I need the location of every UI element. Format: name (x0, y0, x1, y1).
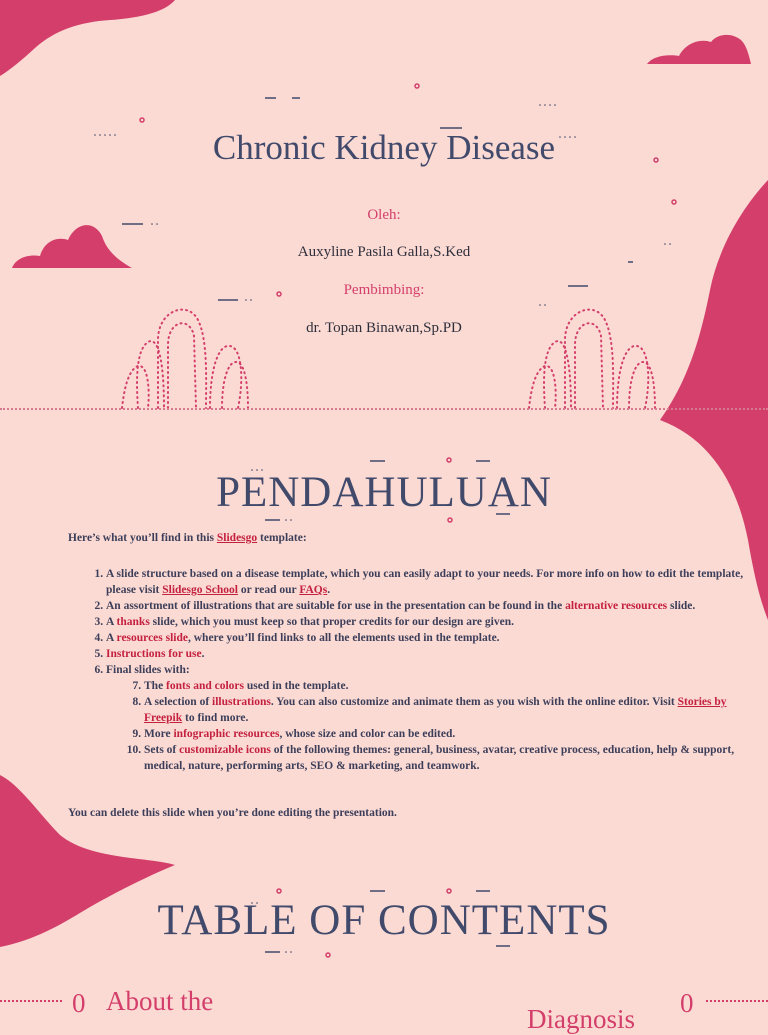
stories-by-freepik-link[interactable]: Stories by Freepik (144, 696, 727, 724)
toc-dots-left (0, 1000, 62, 1002)
list-item: 2. An assortment of illustrations that are suitable for use in the presentation can be found in the alternative resources slide. (106, 598, 751, 614)
list-item: 4. A resources slide, where you’ll find links to all the elements used in the template. (106, 630, 751, 646)
delete-slide-note: You can delete this slide when you’re done editing the presentation. (68, 807, 397, 819)
final-slides-sublist (106, 678, 751, 774)
slide3-title: TABLE OF CONTENTS (157, 897, 611, 944)
sublist-item: 7. The fonts and colors used in the template. (144, 678, 751, 694)
slide1-title: Chronic Kidney Disease (212, 128, 556, 167)
oleh-label: Oleh: (367, 207, 401, 223)
sublist-item: 9. More infographic resources, whose size and color can be edited. (144, 726, 751, 742)
toc-dots-right (706, 1000, 768, 1002)
author-name: Auxyline Pasila Galla,S.Ked (297, 244, 471, 260)
toc-item1-label[interactable]: About the (106, 986, 214, 1016)
intro-text: Here’s what you’ll find in this Slidesgo template: (68, 532, 307, 544)
list-item: 3. A thanks slide, which you must keep so that proper credits for our design are given. (106, 614, 751, 630)
slide2-title: PENDAHULUAN (216, 469, 552, 516)
list-item: 5. Instructions for use. (106, 646, 751, 662)
slide-divider-1 (0, 408, 768, 410)
list-item: 6. Final slides with: 7. The fonts and colors used in the template. 8. A selection of illustrations. You can also customize and animate them as you wish with the online editor. Visit Stories by Freepik to find more. 9. More infographic resources, whose size and color can be edited. 10. Sets of customizable icons of the following themes: general, business, avatar, creative process, education, help & support, medical, nature, performing arts, SEO & marketing, and teamwork. (106, 662, 751, 774)
supervisor-name: dr. Topan Binawan,Sp.PD (306, 320, 462, 336)
sublist-item: 8. A selection of illustrations. You can also customize and animate them as you wish with the online editor. Visit Stories by Freepik to find more. (144, 694, 751, 726)
toc-item2-label[interactable]: Diagnosis (527, 1004, 635, 1034)
slidesgo-link[interactable]: Slidesgo (216, 532, 258, 544)
slidesgo-school-link[interactable]: Slidesgo School (162, 584, 238, 596)
toc-item2-number: 0 (680, 988, 694, 1018)
faqs-link[interactable]: FAQs (299, 584, 328, 596)
list-item: 1. A slide structure based on a disease template, which you can easily adapt to your needs. For more info on how to edit the template, please visit Slidesgo School or read our FAQs. (106, 566, 751, 598)
toc-item1-number: 0 (72, 988, 86, 1018)
sublist-item: 10. Sets of customizable icons of the following themes: general, business, avatar, creative process, education, help & support, medical, nature, performing arts, SEO & marketing, and teamwork. (144, 742, 751, 774)
template-contents-list (68, 566, 751, 774)
pembimbing-label: Pembimbing: (343, 282, 425, 298)
